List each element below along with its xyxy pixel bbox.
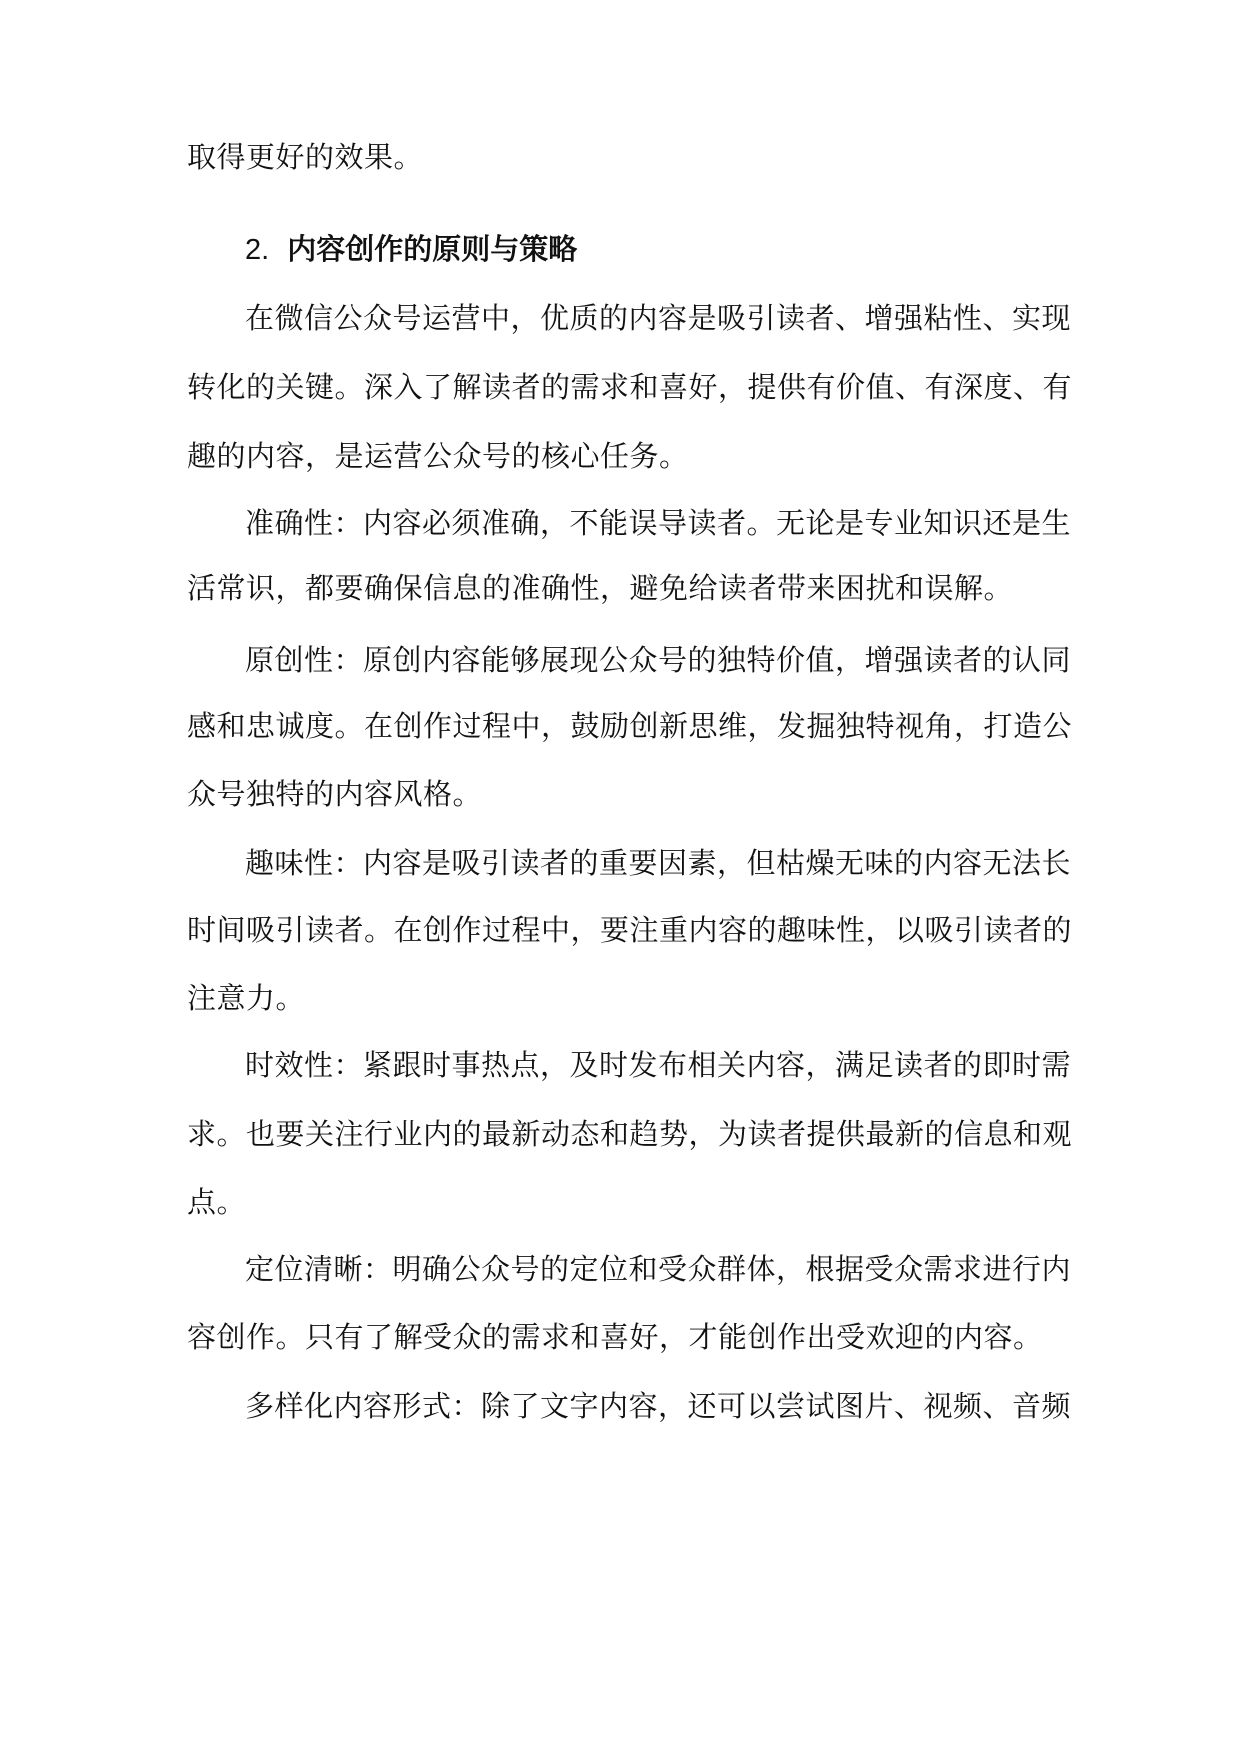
continuation-line: 取得更好的效果。 [187,140,424,174]
paragraph-line: 定位清晰：明确公众号的定位和受众群体，根据受众需求进行内 [245,1252,1072,1286]
paragraph-line: 容创作。只有了解受众的需求和喜好，才能创作出受欢迎的内容。 [187,1320,1043,1354]
paragraph-line: 转化的关键。深入了解读者的需求和喜好，提供有价值、有深度、有 [187,370,1073,404]
paragraph-line: 点。 [187,1185,247,1219]
paragraph-line: 趣的内容，是运营公众号的核心任务。 [187,439,689,473]
paragraph-line: 注意力。 [187,981,306,1015]
paragraph-line: 感和忠诚度。在创作过程中，鼓励创新思维，发掘独特视角，打造公 [187,709,1073,743]
paragraph-line: 活常识，都要确保信息的准确性，避免给读者带来困扰和误解。 [187,571,1014,605]
paragraph-line: 原创性：原创内容能够展现公众号的独特价值，增强读者的认同 [245,643,1072,677]
paragraph-line: 准确性：内容必须准确，不能误导读者。无论是专业知识还是生 [245,506,1072,540]
section-title: 内容创作的原则与策略 [287,232,578,266]
paragraph-line: 求。也要关注行业内的最新动态和趋势，为读者提供最新的信息和观 [187,1117,1073,1151]
paragraph-line: 时效性：紧跟时事热点，及时发布相关内容，满足读者的即时需 [245,1048,1072,1082]
paragraph-line: 在微信公众号运营中，优质的内容是吸引读者、增强粘性、实现 [245,301,1072,335]
paragraph-line: 时间吸引读者。在创作过程中，要注重内容的趣味性，以吸引读者的 [187,913,1073,947]
section-heading [245,229,577,270]
paragraph-line: 多样化内容形式：除了文字内容，还可以尝试图片、视频、音频 [245,1389,1072,1423]
paragraph-line: 众号独特的内容风格。 [187,777,483,811]
section-number: 2. [245,234,270,266]
paragraph-line: 趣味性：内容是吸引读者的重要因素，但枯燥无味的内容无法长 [245,846,1072,880]
